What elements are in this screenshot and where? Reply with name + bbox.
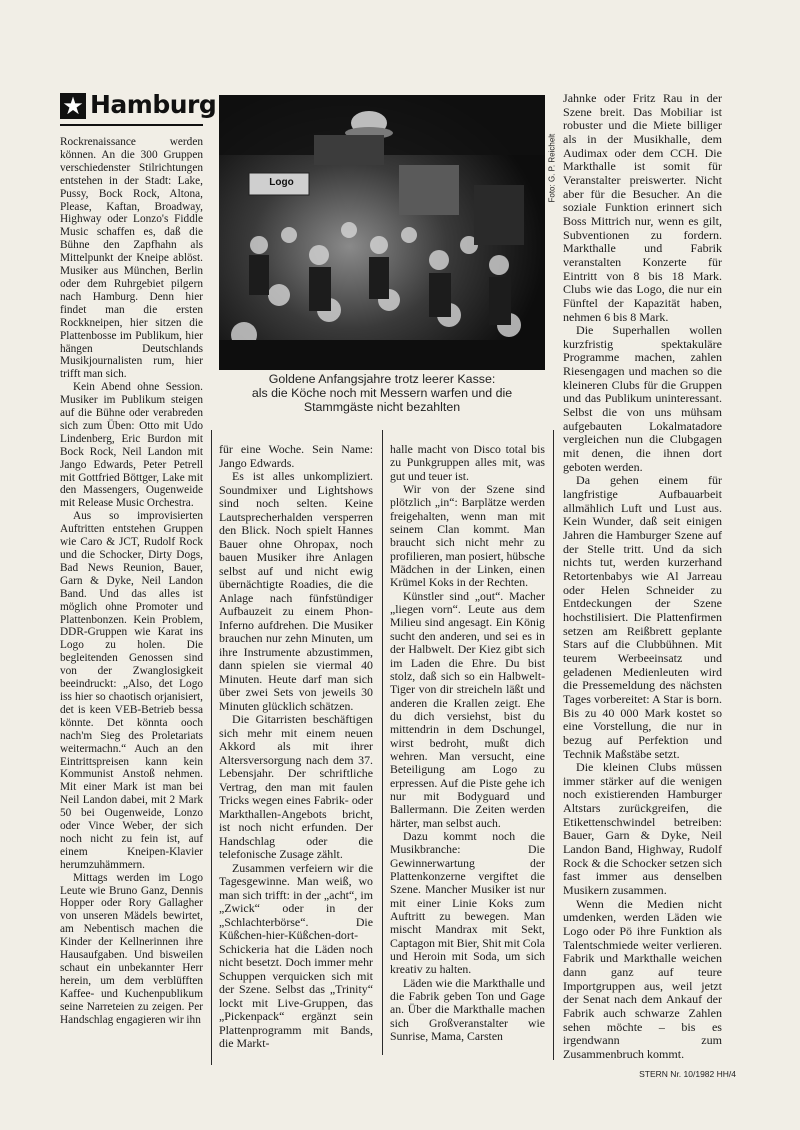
paragraph: Die kleinen Clubs müssen immer stärker auf die wenigen noch existierenden Hamburger Altstars zurückgreifen, die Etikettenschwindel betreiben: Bauer, Garn & Dyke, Neil Landon Band, Highway, Rudolf Rock & die Schocker setzen sich fast immer aus denselben Musikern zusammen. bbox=[563, 760, 722, 898]
text-column-1 bbox=[60, 136, 203, 1027]
paragraph: Aus so improvisierten Auftritten entstehen Gruppen wie Caro & JCT, Rudolf Rock und die Schocker, Dirty Dogs, Bad News Reunion, Bauer, Garn & Dyke, Neil Landon Band. Und das alles ist möglich ohne Promoter und Plattenbonzen. Kein Problem, DDR-Gruppen wie Karat ins Logo zu holen. Die begleitenden Genossen sind von der Zwanglosigkeit beeindruckt: „Also, det Logo iss hier so chaotisch orjanisiert, det is keen VEB-Betrieb bessa könnte. Det könnta ooch nach'm Sieg des Proletariats weitermachn.“ Auch an den Eintrittspreisen kann kein Kommunist Anstoß nehmen. Mit einer Mark ist man bei Neil Landon dabei, mit 2 Mark 50 bei Ougenweide, Lonzo oder Vince Weber, der sich noch nicht zu fein ist, auf einem Kneipen-Klavier herumzuhämmern. bbox=[60, 510, 203, 871]
section-title: Hamburg bbox=[90, 90, 217, 119]
paragraph: Wenn die Medien nicht umdenken, werden Läden wie Logo oder Pö ihre Funktion als Talentschmiede weiter verlieren. Fabrik und Markthalle weichen dann ganz auf teure Importgruppen aus, weil jetzt der Senat nach dem Ankauf der Fabrik auch schwarze Zahlen sehen möchte – bis es irgendwann zum Zusammenbruch kommt. bbox=[563, 896, 722, 1061]
paragraph: Künstler sind „out“. Macher „liegen vorn“. Leute aus dem Milieu sind angesagt. Ein König sucht den anderen, und sei es in der Halbwelt. Der Kiez gibt sich im Laden die Ehre. Du bist stolz, daß sich so ein Halbwelt-Tiger von dir streicheln läßt und anderen die Krallen zeigt. Ehe du dich versiehst, bist du mittendrin in dem Dschungel, wirst bedroht, mußt dich wehren. Man versucht, eine Beteiligung am Logo zu erpressen. Auf die Piste gehe ich nur mit Bodyguard und Ballermann. Die Zeiten werden härter, man selbst auch. bbox=[390, 589, 545, 830]
column-rule bbox=[382, 430, 383, 1055]
column-rule bbox=[211, 430, 212, 1065]
paragraph: Die Gitarristen beschäftigen sich mehr mit einem neuen Akkord als mit ihrer Altersversorgung nach dem 37. Lebensjahr. Der schriftliche Vertrag, den man mit faulen Tricks wegen eines Fabrik- oder Markthallen-Angebots bricht, ist noch nicht erfunden. Der Handschlag oder die telefonische Zusage zählt. bbox=[219, 712, 373, 861]
photo-credit: Foto: G. P. Reichelt bbox=[547, 133, 557, 203]
paragraph: Es ist alles unkompliziert. Soundmixer und Lightshows sind noch selten. Keine Lautsprecherhalden versperren den Blick. Noch spielt Hannes Bauer ohne Ohropax, noch bauen Musiker ihre Anlagen selbst auf und nicht ewig übernächtigte Roadies, die die Anlage nach fünfstündiger Aufbauzeit zu einem Phon-Inferno aufdrehen. Die Musiker brauchen nur zehn Minuten, um ihre Instrumente abzustimmen, dann spielen sie viermal 40 Minuten. Heute darf man sich über zwei Sets von jeweils 30 Minuten glücklich schätzen. bbox=[219, 469, 373, 713]
section-header bbox=[60, 90, 217, 126]
paragraph: für eine Woche. Sein Name: Jango Edwards. bbox=[219, 442, 373, 470]
concert-photo bbox=[219, 95, 545, 370]
stern-star-icon: ★ bbox=[60, 93, 86, 119]
paragraph: Die Superhallen wollen kurzfristig spektakuläre Programme machen, zahlen Riesengagen und machen so die kleineren Clubs für die Gruppen und das Publikum uninteressant. Selbst die von uns mühsam aufgebauten Lokalmatadore vergleichen nun die Clubgagen mit denen, die ihnen dort geboten werden. bbox=[563, 323, 722, 474]
paragraph: Da gehen einem für langfristige Aufbauarbeit allmählich Luft und Lust aus. Kein Wunder, daß seit einigen Jahren die Hamburger Szene auf der Stelle tritt. Und da sich nichts tut, werden kurzerhand Retortenbabys wie Al Jarreau oder Helen Schneider zu Entdeckungen der Szene hochstilisiert. Die Plattenfirmen setzen am Reißbrett geplante Stars auf die Clubbühnen. Mit teurem Werbeeinsatz und geladenen Medienleuten wird die Pressemeldung des nächsten Tages vorbereitet: A Star is born. Bis zu 40 000 Mark kostet so eine Vorstellung, die nur in bezug auf Perfektion und Technik Maßstäbe setzt. bbox=[563, 473, 722, 761]
column-rule bbox=[553, 430, 554, 1060]
text-column-2 bbox=[219, 443, 373, 1051]
logo-sign: Logo bbox=[269, 177, 294, 188]
paragraph: Mittags werden im Logo Leute wie Bruno Ganz, Dennis Hopper oder Rory Gallagher von unseren Mädels bewirtet, am Nebentisch machen die Kinder der Kellnerinnen ihre Hausaufgaben. Und bisweilen schaut ein unbekannter Herr herein, um dem verblüfften Kaffee- und Kuchenpublikum seine Narreteien zu zeigen. Per Handschlag engagieren wir ihn bbox=[60, 871, 203, 1026]
paragraph: Läden wie die Markthalle und die Fabrik geben Ton und Gage an. Über die Markthalle machen sich Großveranstalter wie Sunrise, Mama, Carsten bbox=[390, 976, 545, 1044]
paragraph: Jahnke oder Fritz Rau in der Szene breit. Das Mobiliar ist robuster und die Miete billiger als in der Musikhalle, dem Audimax oder dem CCH. Die Markthalle ist somit für Veranstalter preiswerter. Nicht aber für die Besucher. An die soziale Funktion erinnert sich Boss Mittrich nur, wenn es gilt, Subventionen zu fordern. Markthalle und Fabrik veranstalten Konzerte für Eintritt von 8 bis 18 Mark. Clubs wie das Logo, die nur ein Fünftel der Kapazität haben, nehmen 6 bis 8 Mark. bbox=[563, 91, 722, 324]
photo-caption: Goldene Anfangsjahre trotz leerer Kasse: als die Köche noch mit Messern warfen und die Stammgäste nicht bezahlten bbox=[251, 372, 513, 414]
text-column-3 bbox=[390, 443, 545, 1043]
text-column-4 bbox=[563, 92, 722, 1062]
paragraph: halle macht von Disco total bis zu Punkgruppen alles mit, was gut und teuer ist. bbox=[390, 443, 545, 483]
paragraph: Wir von der Szene sind plötzlich „in“: Barplätze werden freigehalten, wenn man mit seinem Clan kommt. Man braucht sich nicht mehr zu profilieren, man posiert, hübsche Mädchen in der Linken, einen Krümel Koks in der Rechten. bbox=[390, 483, 545, 590]
paragraph: Dazu kommt noch die Musikbranche: Die Gewinnerwartung der Plattenkonzerne vergiftet die Szene. Mancher Musiker ist nur mit einer Linie Koks zum Auftritt zu bewegen. Man mischt Mandrax mit Sekt, Captagon mit Bier, Shit mit Cola und Heroin mit Soda, um sich kreativ zu halten. bbox=[390, 829, 545, 977]
paragraph: Zusammen verfeiern wir die Tagesgewinne. Man weiß, wo man sich trifft: in der „acht“, im „Zwick“ oder in der „Schlachterbörse“. Die Küßchen-hier-Küßchen-dort-Schickeria hat die Läden noch nicht besetzt. Doch immer mehr Schuppen verquicken sich mit der Szene. Selbst das „Trinity“ lockt mit Live-Gruppen, das „Pickenpack“ ergänzt sein Plattenprogramm mit Bands, die Markt- bbox=[219, 860, 373, 1050]
page-footer: STERN Nr. 10/1982 HH/4 bbox=[639, 1069, 736, 1079]
paragraph: Rockrenaissance werden können. An die 300 Gruppen verschiedenster Stilrichtungen entstehen in der Stadt: Lake, Pussy, Bock Rock, Altona, Please, Kaftan, Broadway, Highway oder Lonzo's Fiddle Music schaffen es, daß die Bühne den Zapfhahn als Mittelpunkt der Kneipe ablöst. Musiker aus München, Berlin oder dem Ruhrgebiet pilgern nach Hamburg. Denn hier findet man die ersten Rockkneipen, hier sitzen die Plattenbosse im Publikum, hier hängen Deutschlands Musikjournalisten rum, hier trifft man sich. bbox=[60, 136, 203, 381]
paragraph: Kein Abend ohne Session. Musiker im Publikum steigen auf die Bühne oder verabreden sich zum Üben: Otto mit Udo Lindenberg, Eric Burdon mit Bock Rock, Neil Landon mit Jango Edwards, Peter Petrell mit Gottfried Böttger, Lake mit den Massengers, Ougenweide mit Release Music Orchestra. bbox=[60, 381, 203, 510]
